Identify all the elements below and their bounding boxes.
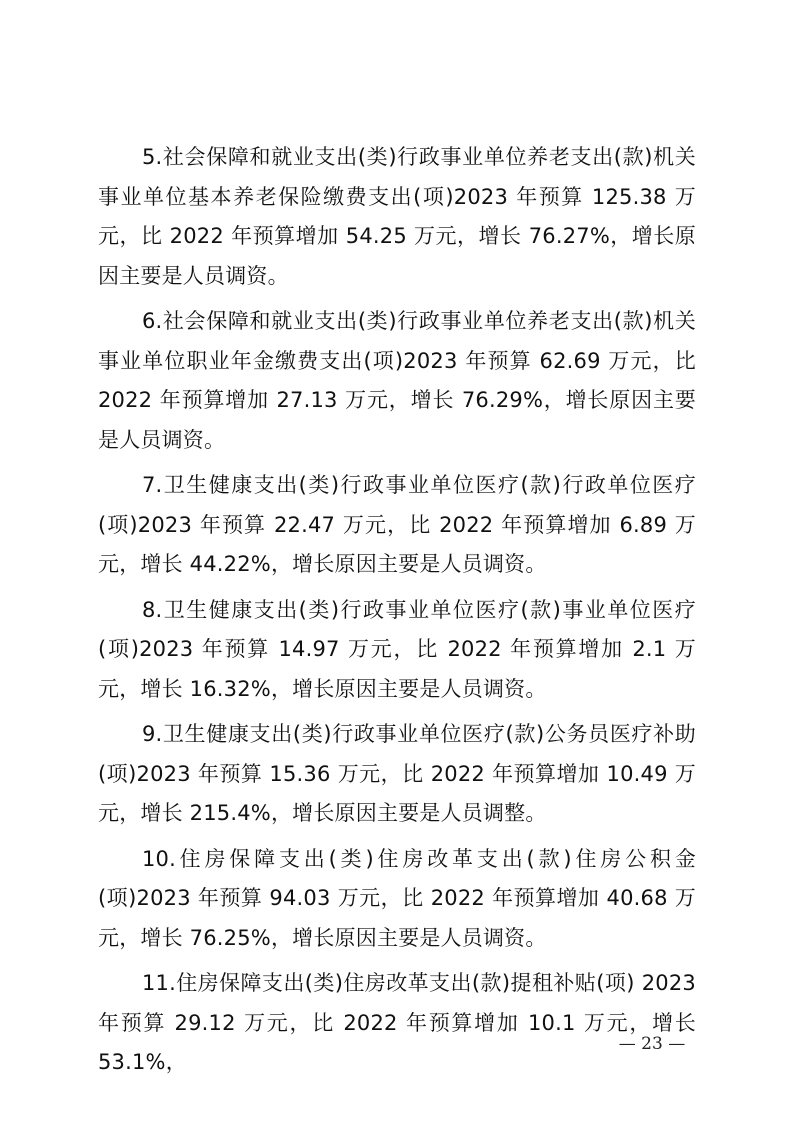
body-text [98,138,696,1089]
paragraph-health-civil-servant-subsidy: 9.卫生健康支出(类)行政事业单位医疗(款)公务员医疗补助(项)2023 年预算 15.36 万元，比 2022 年预算增加 10.49 万元，增长 215.4%，增长原因主要是人员调整。 [98,722,696,825]
paragraph-housing-provident-fund: 10.住房保障支出(类)住房改革支出(款)住房公积金(项)2023 年预算 94.03 万元，比 2022 年预算增加 40.68 万元，增长 76.25%，增长原因主要是人员调资。 [98,846,696,950]
page-number: — 23 — [618,1034,686,1054]
paragraph-housing-rent-subsidy: 11.住房保障支出(类)住房改革支出(款)提租补贴(项) 2023 年预算 29.12 万元，比 2022 年预算增加 10.1 万元，增长 53.1%， [98,971,696,1074]
paragraph-social-security-basic-pension: 5.社会保障和就业支出(类)行政事业单位养老支出(款)机关事业单位基本养老保险缴费支出(项)2023 年预算 125.38 万元，比 2022 年预算增加 54.25 万元，增长 76.27%，增长原因主要是人员调资。 [98,145,696,288]
paragraph-social-security-occupational-annuity: 6.社会保障和就业支出(类)行政事业单位养老支出(款)机关事业单位职业年金缴费支出(项)2023 年预算 62.69 万元，比 2022 年预算增加 27.13 万元，增长 76.29%，增长原因主要是人员调资。 [98,309,696,452]
paragraph-health-administrative-medical: 7.卫生健康支出(类)行政事业单位医疗(款)行政单位医疗(项)2023 年预算 22.47 万元，比 2022 年预算增加 6.89 万元，增长 44.22%，增长原因主要是人员调资。 [98,473,696,576]
paragraph-health-institution-medical: 8.卫生健康支出(类)行政事业单位医疗(款)事业单位医疗(项)2023 年预算 14.97 万元，比 2022 年预算增加 2.1 万元，增长 16.32%，增长原因主要是人员调资。 [98,597,696,701]
